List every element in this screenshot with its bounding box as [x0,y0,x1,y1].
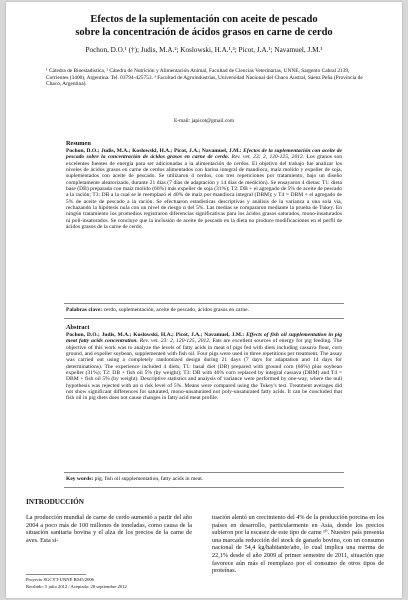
contact-email: E-mail: japicot@gmail.com [173,118,235,124]
introduccion-right-column: tuación alentó un crecimiento del 4% de la producción porcina en los países en desarrollo, particularmente en Asia, donde los precios subieron por la escasez de este tipo de carne ¹⁰. Nuestro país presenta una marcada reducción del stock de ganado bovino, con un consumo nacional de 54,4 kg/habitante/año, lo cual implica una merma de 22,1% desde el año 2009 al primer semestre de 2011, situación que favorece aún más el reemplazo por el consumo de otros tipos de proteínas. [212,514,384,575]
abstract-body: Fats are excellent sources of energy for pig feeding. The objective of this work was to analyze the levels of fatty acids in meat of pigs fed with diets including cassava flour, corn ground, and expeller soybean, supplemented with fish oil. Four pigs were used in three repetitions per treatment. The assay was carried out using a completely randomized design during 21 days (7 days for adaptation and 14 days for determinations). The experience included 4 diets; T1: basal diet (DB) prepared with ground corn (66%) plus soybean expeller (31%); T2: DB + fish oil 5% (by weight); T3: DB with 40% corn replaced by integral cassava (DBM) and T4 = DBM + fish oil 5% (by weight). Descriptive statistics and analysis of variance were performed by one-way, where the null hypothesis was rejected with an α risk level of 5%. Means were compared using the Tukey's test. Treatment averages did not show significant differences for saturated, mono-unsaturated nor poly-unsaturated fatty acids. It can be concluded that fish oil in pig diets does not cause changes in fatty acid meat profile. [66,338,342,402]
title-line-2: sobre la concentración de ácidos grasos en carne de cerdo [75,26,333,38]
resumen-citation-authors: Pochon, D.O.; Judis, M.A.; Koslowski, H.A.; Picot, J.A.; Navamuel, J.M.: [66,148,242,154]
resumen-citation-ref: Rev. vet. 23: 2, 120-125, 2012. [231,154,305,161]
introduccion-left-column: La producción mundial de carne de cerdo aumentó a partir del año 2004 a poco más de 100 millones de toneladas, como causa de la situación sanitaria bovina y el alza de los precios de la carne de aves. Esta si- [26,514,192,544]
palabras-clave-label: Palabras clave: [66,307,103,313]
key-words-text: pig, fish oil supplementation, fatty acids in meat. [94,476,204,482]
abstract-citation-ref: Rev. vet. 23: 2, 120-125, 2012. [139,338,211,345]
key-words-label: Key words: [66,476,94,482]
footnote-dates: Recibido: 5 julio 2012 / Aceptado: 28 septiembre 2012 [26,584,127,589]
abstract-heading: Abstract [66,324,90,331]
resumen-body: Los granos son excelentes fuentes de energía para ser adicionadas a la alimentación de cerdos. El objetivo del trabajo fue analizar los niveles de ácidos grasos en carne de cerdos alimentados con harina integral de mandioca, maíz molido y expeller de soja, suplementados con aceite de pescado. Se utilizaron 4 cerdos, con tres repeticiones por tratamiento, bajo un diseño completamente aleatorizado, durante 21 días (7 días de adaptación y 14 días de medición). Se ensayaron 4 dietas: T1: dieta base (DB) preparada con maíz molido (66%) más expeller de soja (31%); T2: DB + el agregado de 5% de aceite de pescado a la ración; T3: DB a la cual se le reemplazó el 40% de maíz por mandioca integral (DBM); y T4 = DBM + el agregado de 5% de aceite de pescado a la ración. Se efectuaron estadísticas descriptivas y análisis de la varianza a una sola vía, rechazando la hipótesis nula con un nivel de riesgo α del 5%. Las medias se compararon mediante la prueba de Tukey. En ningún tratamiento los promedios registraron diferencias significativas para los ácidos grasos saturados, mono-insaturados ni poli-insaturados. Se concluye que la inclusión de aceite de pescado en la dieta no produce modificaciones en el perfil de ácidos grasos de la carne de cerdo. [66,154,343,231]
introduccion-heading: INTRODUCCIÓN [26,498,84,506]
paper-page [6,2,402,598]
title-line-1: Efectos de la suplementación con aceite de pescado [90,14,318,25]
abstract-citation-authors: Pochon, D.O.; Judis, M.A.; Koslowski, H.A.; Picot, J.A.; Navamuel, J.M.: [66,332,245,338]
affiliations: ¹ Cátedra de Bioestadística, ² Cátedra de Nutrición y Alimentación Animal, Facultad de Ciencias Veterinarias, UNNE, Sargento Cabral 2139, Corrientes (3400), Argentina. Tel. 03794-425753. ³ Facultad de Agroindustrias, Universidad Nacional del Chaco Austral, Sáenz Peña (Provincia de Chaco, Argentina). [46,68,363,88]
key-words [66,476,342,483]
resumen-heading: Resumen [66,140,91,147]
palabras-clave-text: cerdo, suplementación, aceite de pescado, ácidos grasos en carne. [103,307,249,313]
abstract-citation-title: Effects of fish oil supplementation in pig meat fatty acids concentration. [66,332,342,345]
divider [64,487,344,488]
footnote-project: Proyecto SGCYT-UNNE B045/2006 [26,577,94,582]
resumen-section [66,140,342,230]
author-list: Pochon, D.O.¹ (†); Judis, M.A.²; Koslowski, H.A.¹,³; Picot, J.A.¹; Navamuel, J.M.¹ [85,46,323,54]
divider [64,472,344,473]
footnote-rule [26,574,86,575]
article-title [26,14,382,39]
abstract-text [66,332,342,402]
resumen-citation-title: Efectos de la suplementación con aceite de pescado sobre la concentración de ácidos grasos en carne de cerdo. [66,148,343,161]
palabras-clave [66,307,342,314]
divider [64,303,344,304]
divider [64,318,344,319]
abstract-section [66,324,342,402]
resumen-text [66,148,342,230]
